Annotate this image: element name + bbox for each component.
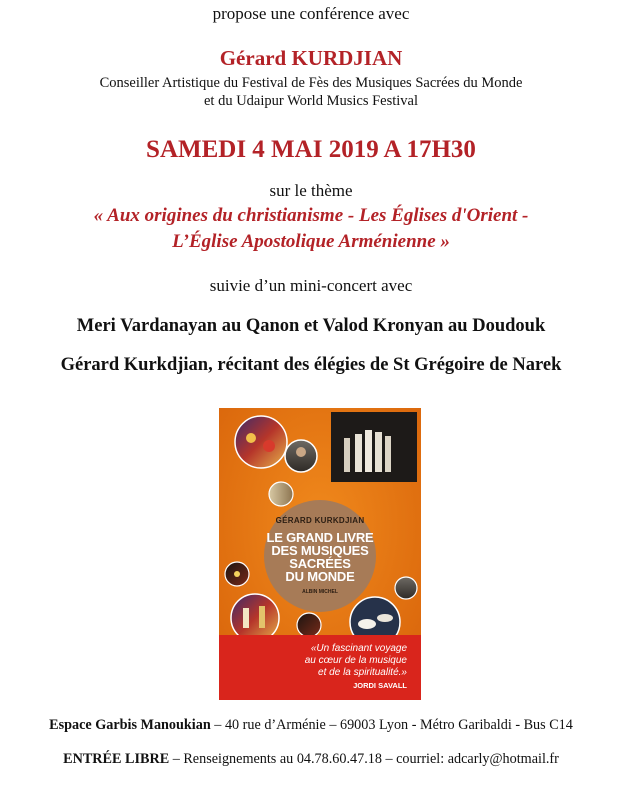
performer-line-2: Gérard Kurkdjian, récitant des élégies de St Grégoire de Narek [60, 355, 562, 375]
speaker-name: Gérard KURDJIAN [219, 46, 403, 70]
choir-photo [331, 412, 417, 482]
theme-line-1: « Aux origines du christianisme - Les Églises d'Orient - [93, 205, 529, 226]
musicians-photo [235, 416, 287, 468]
book-cover-image [219, 408, 421, 700]
concert-intro: suivie d’un mini-concert avec [209, 276, 413, 295]
event-date: SAMEDI 4 MAI 2019 A 17H30 [146, 136, 476, 163]
speaker-role-line-2: et du Udaipur World Musics Festival [203, 93, 419, 109]
info-line [0, 751, 622, 768]
book-title-line-4: DU MONDE [285, 569, 355, 584]
book-title-line-1: LE GRAND LIVRE [266, 530, 374, 545]
landscape-photo [269, 482, 293, 506]
book-title-line-2: DES MUSIQUES [271, 543, 369, 558]
book-publisher: ALBIN MICHEL [302, 589, 338, 595]
theme-line-2: L’Église Apostolique Arménienne » [172, 231, 450, 252]
book-quote-line-3: et de la spiritualité.» [318, 667, 407, 678]
venue-name: Espace Garbis Manoukian [49, 717, 211, 733]
book-quote-author: JORDI SAVALL [353, 681, 407, 690]
book-quote-band [219, 635, 421, 700]
intro-text: propose une conférence avec [212, 4, 410, 23]
contact-details: – Renseignements au 04.78.60.47.18 – courriel: adcarly@hotmail.fr [169, 751, 559, 767]
venue-line [0, 717, 622, 734]
fire-photo [297, 613, 321, 637]
book-quote-line-2: au cœur de la musique [304, 655, 407, 666]
venue-details: – 40 rue d’Arménie – 69003 Lyon - Métro Garibaldi - Bus C14 [210, 717, 573, 733]
book-title-line-3: SACRÉES [289, 556, 351, 571]
book-author: GÉRARD KURKDJIAN [275, 516, 365, 525]
book-quote-line-1: «Un fascinant voyage [310, 643, 407, 654]
theme-intro: sur le thème [269, 181, 353, 200]
speaker-role-line-1: Conseiller Artistique du Festival de Fès des Musiques Sacrées du Monde [99, 75, 523, 91]
performer-line-1: Meri Vardanayan au Qanon et Valod Kronyan au Doudouk [76, 316, 546, 336]
entry-label: ENTRÉE LIBRE [63, 751, 170, 767]
